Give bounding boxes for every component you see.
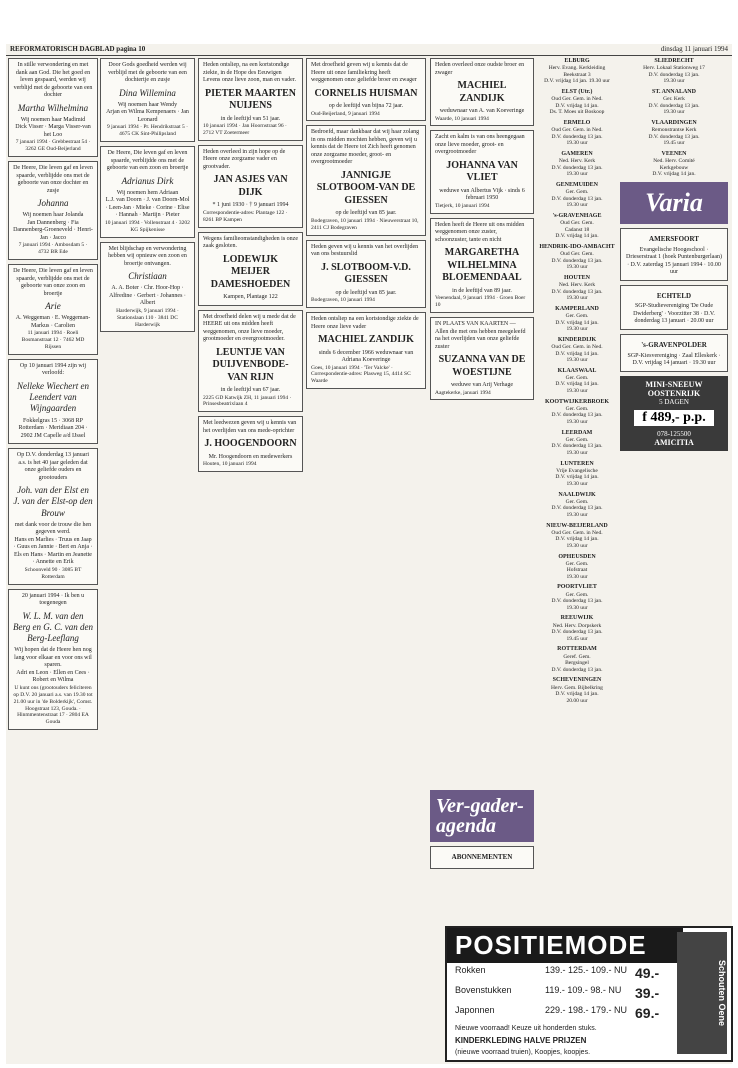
obituary-body: Heden overleed in zijn hope op de Heere onze zorgzame vader en grootvader. bbox=[203, 148, 286, 170]
column-obituaries-1 bbox=[198, 58, 303, 476]
announcement-intro: De Heere, Die leven gaf en leven spaarde, verblijdde ons met de geboorte van een zoon en broertje bbox=[106, 150, 189, 171]
church-line: D.V. donderdag 13 jan. bbox=[551, 443, 603, 450]
church-line: Oud Ger. Gem. in Ned. bbox=[551, 529, 603, 536]
church-place: KLAASWAAL bbox=[557, 367, 597, 374]
announcement-sub: met dank voor de trouw die hen gegeven werd. bbox=[14, 521, 92, 536]
announcement-intro: De Heere, Die leven gaf en leven spaarde, verblijdde ons met de geboorte van onze zoon en broertje bbox=[13, 268, 93, 297]
church-service bbox=[537, 584, 617, 611]
church-line: 19.30 uur bbox=[566, 480, 588, 487]
ad-echteld bbox=[620, 285, 728, 330]
announcement-name: Martha Wilhelmina bbox=[17, 102, 89, 113]
church-service bbox=[537, 523, 617, 550]
obituary-date: Bodegraven, 10 januari 1994 bbox=[311, 297, 375, 304]
ad-echteld-title: ECHTELD bbox=[656, 291, 692, 300]
church-place: SLIEDRECHT bbox=[654, 58, 694, 64]
price-now: 49.- bbox=[635, 965, 660, 981]
church-place: LEERDAM bbox=[561, 429, 593, 436]
church-service bbox=[537, 182, 617, 209]
church-line: Kerkgebouw bbox=[659, 164, 689, 171]
church-line: D.V. donderdag 13 jan. bbox=[551, 133, 603, 140]
church-service bbox=[537, 368, 617, 395]
church-line: D.V. donderdag 13 jan. bbox=[648, 102, 700, 109]
church-line: D.V. donderdag 13 jan. bbox=[648, 71, 700, 78]
church-line: Cadanst 18 bbox=[564, 226, 590, 233]
announcement-name: Joh. van der Elst en J. van der Elst-op den Brouw bbox=[13, 485, 93, 518]
announcement-sub: Wij noemen haar Wendy bbox=[117, 101, 178, 108]
announcement-intro: Op D.V. donderdag 13 januari a.s. is het 40 jaar geleden dat onze geliefde ouders en grootouders bbox=[16, 452, 90, 481]
obituary-date: Goes, 10 januari 1994 · 'Ter Valcke' · Correspondentie-adres: Plasweg 15, 4414 SC Waarde bbox=[311, 364, 411, 385]
church-line: D.V. donderdag 13 jan. bbox=[648, 133, 700, 140]
ad-amersfoort-body: Evangelische Hoogeschool · Drieserstraat 1 (hoek Puntenburgerlaan) · D.V. zaterdag 15 januari 1994 · 10.00 uur bbox=[625, 246, 723, 276]
church-service bbox=[537, 151, 617, 178]
agenda-title: Ver-gader-agenda bbox=[430, 790, 534, 842]
announcement-intro: Door Gods goedheid werden wij verblijd met de geboorte van een dochtertje en zusje bbox=[108, 62, 187, 83]
obituary-name: JOHANNA VAN VLIET bbox=[446, 159, 518, 184]
church-line: Ned. Herv. Kerk bbox=[558, 281, 596, 288]
positiemode-title: POSITIEMODE bbox=[447, 928, 683, 963]
announcement-detail: Arjan en Wilma Kempenaers · Jan Leonard bbox=[106, 109, 189, 123]
obituary-date: Veenendaal, 9 januari 1994 · Groen Boer 10 bbox=[435, 295, 526, 309]
ad-mini-phone: 078-125500 bbox=[657, 429, 691, 438]
obituary-name: MACHIEL ZANDIJK bbox=[457, 80, 507, 104]
church-line: D.V. vrijdag 14 jan. bbox=[555, 381, 599, 388]
church-service bbox=[620, 120, 728, 147]
announcement-intro: De Heere, Die leven gaf en leven spaarde, verblijdde ons met de geboorte van onze dochter en zusje bbox=[13, 165, 93, 194]
church-place: ELBURG bbox=[564, 58, 590, 64]
obituary-name: PIETER MAARTEN NUIJENS bbox=[204, 87, 297, 111]
obituary-detail: weduwe van Arij Verhage bbox=[450, 382, 514, 388]
church-line: Ger. Gem. bbox=[565, 189, 589, 196]
church-place: HOUTEN bbox=[563, 274, 590, 281]
announcement-box bbox=[100, 242, 195, 333]
obituary-box bbox=[198, 145, 303, 228]
church-line: D.V. vrijdag 14 jan. bbox=[555, 319, 599, 326]
obituary-box bbox=[306, 58, 426, 121]
church-line: D.V. donderdag 13 jan. bbox=[551, 257, 603, 264]
column-birth-announcements-2 bbox=[100, 58, 195, 336]
ad-amersfoort bbox=[620, 228, 728, 281]
announcement-detail: L.J. van Doorn · J. van Doorn-Mol · Leen-Jan · Mieke · Corine · Elise · Hannah · Martijn · Pieter bbox=[105, 197, 190, 219]
obituary-body: Heden heeft de Heere uit ons midden weggenomen onze zuster, schoonzuster, tante en nicht bbox=[435, 221, 525, 243]
obituary-box bbox=[430, 218, 534, 313]
church-line: Ned. Herv. Dorpskerk bbox=[552, 622, 602, 629]
obituary-box bbox=[198, 416, 303, 472]
church-line: 19.30 uur bbox=[566, 573, 588, 580]
announcement-intro: 20 januari 1994 · Ik ben u toegenegen bbox=[21, 592, 85, 607]
obituary-box bbox=[306, 240, 426, 308]
price-now: 69.- bbox=[635, 1005, 660, 1021]
church-service bbox=[537, 244, 617, 271]
ad-mini-price: f 489,- p.p. bbox=[634, 410, 714, 426]
church-place: LUNTEREN bbox=[560, 460, 594, 467]
announcement-date: 11 januari 1994 · Roeli Bosmanstraat 12 · 7462 MD Rijssen bbox=[21, 330, 85, 350]
obituary-box bbox=[430, 58, 534, 126]
church-line: Oud Ger. Gem. in Ned. bbox=[551, 96, 603, 103]
church-line: 19.30 uur bbox=[663, 78, 685, 85]
obituary-date: 2225 GD Katwijk ZH, 11 januari 1994 · Prinsesbeatrixlaan 4 bbox=[203, 394, 292, 408]
church-line: 19.30 uur bbox=[566, 171, 588, 178]
obituary-body: Heden overleed onze oudste broer en zwager bbox=[435, 62, 525, 76]
announcement-name: Dina Willemina bbox=[119, 87, 176, 98]
church-service bbox=[537, 275, 617, 302]
church-line: D.V. vrijdag 14 jan. bbox=[555, 102, 599, 109]
church-line: Ger. Gem. bbox=[565, 374, 589, 381]
price-item: Rokken bbox=[455, 965, 486, 975]
announcement-box bbox=[8, 448, 98, 585]
announcement-name: Christiaan bbox=[128, 271, 167, 281]
church-line: 19.45 uur bbox=[663, 140, 685, 147]
announcement-box bbox=[8, 161, 98, 260]
obituary-detail: sinds 6 december 1966 weduwnaar van Adriana Koeveringe bbox=[318, 349, 414, 363]
church-service bbox=[537, 646, 617, 673]
church-line: 19.30 uur bbox=[566, 450, 588, 456]
announcement-date: 7 januari 1994 · Ambosdam 5 · 4732 BR Ede bbox=[18, 242, 88, 256]
obituary-date: Tietjerk, 10 januari 1994 bbox=[435, 202, 490, 209]
church-line: D.V. vrijdag 14 jan. bbox=[555, 691, 599, 698]
church-line: D.V. donderdag 13 jan. bbox=[551, 629, 603, 636]
church-line: 19.45 uur bbox=[566, 635, 588, 642]
obituary-body: Heden geven wij u kennis van het overlijden van ons bestuurslid bbox=[311, 243, 419, 258]
announcement-intro: Op 10 januari 1994 zijn wij verloofd: bbox=[19, 362, 87, 377]
agenda-subscriptions bbox=[430, 846, 534, 869]
church-line: 19.30 uur bbox=[566, 326, 588, 333]
obituary-date: Aagtekerke, januari 1994 bbox=[435, 389, 491, 396]
obituary-detail: in de leeftijd van 51 jaar. bbox=[220, 115, 281, 122]
obituary-date: 10 januari 1994 · Jan Hoornstraat 96 · 2712 VT Zoetermeer bbox=[203, 123, 287, 136]
obituary-detail: in de leeftijd van 89 jaar. bbox=[452, 287, 512, 294]
church-line: 19.30 uur bbox=[566, 202, 588, 209]
price-row bbox=[447, 963, 683, 983]
announcement-box bbox=[100, 58, 195, 142]
church-place: HENDRIK-IDO-AMBACHT bbox=[539, 243, 615, 250]
obituary-date: Waarde, 10 januari 1994 bbox=[435, 115, 489, 122]
church-line: Ger. Gem. bbox=[565, 405, 589, 412]
church-place: ROTTERDAM bbox=[557, 646, 597, 653]
announcement-sub: Wij noemen haar Jolanda bbox=[22, 212, 84, 219]
agenda-subscriptions-title: ABONNEMENTEN bbox=[451, 853, 513, 861]
church-line: Hofstraat bbox=[566, 567, 588, 574]
church-line: D.V. donderdag 13 jan. bbox=[551, 598, 603, 605]
church-line: D.V. donderdag 13 jan. bbox=[551, 288, 603, 295]
announcement-date: U kunt ons (grootouders feliciteren op D.V. 20 januari a.s. van 19.30 tot 21.00 uur in 'de Bolderkijk', Comst. Hoogstraat 123, Gouda. · Hinmmentenstraat 17 · 2804 EA Gouda bbox=[13, 684, 93, 726]
price-now: 39.- bbox=[635, 985, 660, 1001]
church-line: D.V. donderdag 13 jan. bbox=[551, 412, 603, 419]
church-line: Beekstraat 3 bbox=[563, 71, 591, 78]
church-line: D.V. donderdag 13 jan. bbox=[551, 666, 603, 673]
positiemode-note: Nieuwe voorraad! Keuze uit honderden stuks. bbox=[455, 1025, 597, 1032]
church-line: D.V. vrijdag 14 jan. bbox=[555, 350, 599, 357]
church-line: 19.30 uur bbox=[566, 419, 588, 426]
obituary-name: JANNIGJE SLOTBOOM-VAN DE GIESSEN bbox=[316, 169, 416, 206]
announcement-date: 7 januari 1994 · Grebbestraat 54 · 3262 GE Oud-Beijerland bbox=[15, 139, 91, 153]
church-line: Oud Ger. Gem. bbox=[560, 220, 594, 227]
column-church-ads bbox=[620, 58, 728, 451]
obituary-name: MACHIEL ZANDIJK bbox=[318, 334, 414, 345]
obituary-detail: weduwe van Albertus Vijk · sinds 6 februari 1950 bbox=[439, 187, 525, 202]
church-line: Oud Ger. Gem. in Ned. bbox=[551, 343, 603, 350]
church-line: Herv. Lokaal Stationweg 17 bbox=[643, 65, 705, 72]
header-left: REFORMATORISCH DAGBLAD pagina 10 bbox=[10, 45, 146, 53]
church-service bbox=[620, 58, 728, 85]
positiemode-sale: KINDERKLEDING HALVE PRIJZEN bbox=[455, 1036, 587, 1045]
church-line: Oud Ger. Gem. bbox=[560, 251, 594, 257]
church-line: 19.30 uur bbox=[566, 604, 588, 611]
ad-mini-sneeuw[interactable] bbox=[620, 376, 728, 451]
church-line: D.V. donderdag 13 jan. bbox=[551, 505, 603, 512]
obituary-body: Bedroefd, maar dankbaar dat wij haar zolang in ons midden mochten hebben, geven wij u kennis dat de Heere tot Zich heeft genomen onze zorgzame moeder, groot- en overgrootmoeder bbox=[311, 129, 420, 166]
announcement-intro: Met blijdschap en verwondering hebben wij opnieuw een zoon en broertje ontvangen. bbox=[108, 245, 187, 267]
church-line: 19.30 uur bbox=[566, 388, 588, 395]
ad-mini-title: MINI-SNEEUW OOSTENRIJK bbox=[645, 379, 703, 398]
price-item: Japonnen bbox=[455, 1005, 495, 1015]
church-service bbox=[537, 213, 617, 240]
obituary-detail: weduwnaar van A. van Koeveringe bbox=[439, 108, 525, 114]
church-service bbox=[537, 399, 617, 426]
announcement-box bbox=[8, 589, 98, 731]
church-line: Remonstrantse Kerk bbox=[651, 127, 697, 134]
church-line: Ger. Kerk bbox=[663, 96, 685, 103]
ad-krimpen-body: SGP-Kiesvereniging · Zaal Elleskerk · D.V. vrijdag 14 januari · 19.30 uur bbox=[627, 352, 721, 367]
announcement-sub: Wij hopen dat de Heere hen nog lang voor elkaar en voor ons wil sparen. bbox=[14, 647, 92, 669]
obituary-name: SUZANNA VAN DE WOESTIJNE bbox=[438, 354, 526, 378]
price-was: 229.- 198.- 179.- NU bbox=[545, 1005, 628, 1015]
church-line: Ds. T. Moes uit Boskoop bbox=[549, 109, 605, 116]
church-line: Oud Ger. Gem. in Ned. bbox=[551, 127, 603, 134]
column-obituaries-2 bbox=[306, 58, 426, 393]
church-line: Herv. Gem. Bijbelkring bbox=[551, 684, 603, 691]
church-line: D.V. vrijdag 14 jan. bbox=[555, 536, 599, 543]
church-line: 19.30 uur bbox=[566, 295, 588, 302]
obituary-detail: * 1 juni 1930 · † 9 januari 1994 bbox=[212, 202, 289, 209]
church-place: 's-GRAVENHAGE bbox=[552, 212, 602, 219]
announcement-date: 9 januari 1994 · Pr. Hendrikstraat 5 · 4675 CK Sint-Philipsland bbox=[107, 124, 188, 138]
ad-krimpen bbox=[620, 334, 728, 372]
church-line: 20.00 uur bbox=[566, 697, 588, 704]
obituary-body: Zacht en kalm is van ons heengegaan onze lieve moeder, groot- en overgrootmoeder bbox=[435, 134, 525, 156]
obituary-body: Met droefheid geven wij u kennis dat de Heere uit onze familiekring heeft weggenomen onze geliefde broer en zwager bbox=[311, 62, 417, 83]
announcement-name: Nelleke Wiechert en Leendert van Wijngaarden bbox=[17, 380, 89, 414]
church-line: Geref. Gem. bbox=[563, 653, 591, 660]
announcement-box bbox=[8, 58, 98, 157]
announcement-sub: Wij noemen hem Adriaan bbox=[116, 189, 179, 196]
church-place: ERMELO bbox=[563, 119, 591, 126]
obituary-name: J. SLOTBOOM-V.D. GIESSEN bbox=[321, 261, 411, 286]
obituary-box bbox=[198, 232, 303, 306]
church-line: D.V. vrijdag 14 jan. bbox=[555, 233, 599, 240]
church-line: 19.30 uur bbox=[566, 264, 588, 271]
announcement-detail: Hans en Marlies · Truus en Jaap · Guus en Jannie · Bert en Anja · Els en Hans · Martin en Jeanette · Annette en Erik bbox=[13, 536, 93, 566]
church-service bbox=[537, 677, 617, 704]
church-service bbox=[620, 151, 728, 178]
church-service bbox=[537, 89, 617, 116]
church-line: 19.30 uur bbox=[566, 511, 588, 518]
obituary-date: Houten, 10 januari 1994 bbox=[203, 461, 257, 468]
church-line: Ned. Herv. Comité bbox=[653, 158, 695, 165]
announcement-box bbox=[100, 146, 195, 238]
positiemode-ad[interactable] bbox=[445, 926, 733, 1062]
column-obituaries-3 bbox=[430, 58, 534, 404]
church-place: REEUWIJK bbox=[560, 615, 594, 622]
obituary-name: LODEWIJK MEIJER DAMESHOEDEN bbox=[210, 253, 291, 290]
obituary-body: Met leedwezen geven wij u kennis van het overlijden van ons mede-oprichter bbox=[203, 420, 297, 434]
church-place: KAMPERLAND bbox=[555, 305, 599, 312]
obituary-name: J. HOOGENDOORN bbox=[204, 438, 297, 450]
church-service bbox=[537, 337, 617, 364]
obituary-detail: Kampen, Plantage 122 bbox=[223, 294, 278, 300]
obituary-body: Met droefheid delen wij u mede dat de HEERE uit ons midden heeft weggenomen, onze lieve moeder, grootmoeder en overgrootmoeder. bbox=[203, 313, 296, 342]
church-place: ST. ANNALAND bbox=[652, 88, 696, 95]
obituary-box bbox=[306, 312, 426, 389]
varia-banner: Varia bbox=[620, 182, 728, 224]
church-service bbox=[537, 120, 617, 147]
church-line: 19.30 uur bbox=[566, 542, 588, 549]
price-was: 119.- 109.- 98.- NU bbox=[545, 985, 622, 995]
announcement-name: Johanna bbox=[37, 198, 69, 208]
announcement-box bbox=[8, 359, 98, 444]
announcement-detail: Dick Visser · Marga Visser-van het Loo bbox=[15, 124, 91, 138]
announcement-detail: Adri en Leon · Ellen en Cees · Robert en Wilma bbox=[16, 669, 90, 684]
obituary-detail: op de leeftijd van 85 jaar. bbox=[335, 289, 397, 296]
announcement-sub: Wij noemen haar Madimid bbox=[20, 116, 86, 123]
announcement-name: Arie bbox=[45, 301, 61, 311]
church-line: 19.30 uur bbox=[566, 357, 588, 364]
church-line: 19.30 uur bbox=[566, 140, 588, 147]
obituary-detail: in de leeftijd van 67 jaar. bbox=[220, 387, 281, 393]
obituary-date: Oud-Beijerland, 9 januari 1994 bbox=[311, 110, 380, 117]
obituary-body: IN PLAATS VAN KAARTEN — Allen die met ons hebben meegeleefd na het overlijden van onze geliefde zuster bbox=[435, 321, 526, 350]
church-line: D.V. vrijdag 14 jan. bbox=[555, 474, 599, 481]
church-line: Herv. Evang. Kerkleiding bbox=[548, 65, 606, 72]
ad-krimpen-title: 's-GRAVENPOLDER bbox=[641, 340, 707, 349]
price-was: 139.- 125.- 109.- NU bbox=[545, 965, 628, 975]
vergader-agenda-ad bbox=[430, 790, 534, 920]
obituary-detail: op de leeftijd van bijna 72 jaar. bbox=[328, 103, 404, 109]
obituary-name: CORNELIS HUISMAN bbox=[314, 87, 418, 99]
announcement-detail: A. A. Boter · Chr. Hoor-Hop · Alfredine · Gerbert · Johannes · Albert bbox=[109, 285, 186, 307]
church-line: D.V. donderdag 13 jan. bbox=[551, 164, 603, 171]
obituary-date: Correspondentie-adres: Plantage 122 · 8261 BP Kampen bbox=[203, 209, 288, 223]
positiemode-sale-sub: (nieuwe voorraad truien), Koopjes, koopjes. bbox=[455, 1049, 591, 1056]
announcement-name: Adrianus Dirk bbox=[121, 175, 174, 186]
announcement-date: Harderwijk, 9 januari 1994 · Stationslaan 110 · 3841 DC Harderwijk bbox=[116, 307, 179, 328]
obituary-detail: Mr. Hoogendoorn en medewerkers bbox=[208, 453, 293, 460]
obituary-box bbox=[430, 317, 534, 400]
church-service bbox=[537, 430, 617, 457]
church-line: D.V. donderdag 13 jan. bbox=[551, 195, 603, 202]
obituary-box bbox=[430, 130, 534, 213]
price-item: Bovenstukken bbox=[455, 985, 512, 995]
announcement-date: Schoonveld 90 · 3085 BT Rotterdam bbox=[24, 566, 82, 580]
church-service bbox=[537, 306, 617, 333]
church-line: Ger. Gem. bbox=[565, 498, 589, 505]
church-place: NAALDWIJK bbox=[558, 491, 596, 498]
ad-mini-brand: AMICITIA bbox=[654, 437, 694, 447]
header-rule bbox=[6, 55, 732, 56]
obituary-name: JAN ASJES VAN DIJK bbox=[213, 174, 288, 198]
announcement-date: 10 januari 1994 · Vollenstraat 4 · 3202 KG Spijkenisse bbox=[105, 219, 190, 233]
church-place: GENEMUIDEN bbox=[555, 181, 598, 188]
announcement-detail: Jan Dannenberg · Fia Dannenberg-Groeneveld · Henri-Jan · Jacco bbox=[13, 219, 93, 241]
price-row bbox=[447, 983, 683, 1003]
church-service bbox=[537, 492, 617, 519]
church-place: OPHEUSDEN bbox=[558, 553, 596, 560]
announcement-intro: In stille verwondering en met dank aan God. Die het goed en leven gespaard, werden wij verblijd met de geboorte van een dochter bbox=[13, 62, 93, 98]
church-place: GAMEREN bbox=[561, 150, 593, 157]
church-line: Ger. Gem. bbox=[565, 591, 589, 598]
church-line: 19.30 uur bbox=[663, 109, 685, 116]
church-place: VLAARDINGEN bbox=[651, 119, 697, 126]
column-birth-announcements bbox=[8, 58, 98, 734]
obituary-detail: op de leeftijd van 85 jaar. bbox=[335, 210, 397, 217]
church-service bbox=[537, 461, 617, 488]
obituary-body: Heden ontsliep na een kortstondige ziekte de Heere onze lieve vader bbox=[311, 316, 419, 330]
obituary-box bbox=[198, 310, 303, 413]
obituary-body: Heden ontsliep, na een kortstondige ziekte, in de Hope des Eeuwigen Levens onze lieve zoon, man en vader. bbox=[203, 62, 296, 83]
obituary-box bbox=[198, 58, 303, 141]
announcement-name: W. L. M. van den Berg en G. C. van den Berg-Leeflang bbox=[13, 610, 93, 644]
church-line: D.V. vrijdag 14 jan. 19.30 uur bbox=[544, 78, 610, 85]
church-line: Ned. Herv. Kerk bbox=[558, 158, 596, 165]
obituary-name: LEUNTJE VAN DUIJVENBODE-VAN RIJN bbox=[212, 346, 289, 383]
announcement-detail: A. Weggeman · E. Weggeman-Markus · Carolien bbox=[15, 315, 91, 329]
announcement-detail: Fokkelgras 15 · 3068 RP Rotterdam · Meridiaan 204 · 2902 JM Capelle a/d IJssel bbox=[18, 417, 88, 439]
church-service bbox=[537, 615, 617, 642]
obituary-date: Bodegraven, 10 januari 1994 · Nieuwerstraat 10, 2411 CJ Bodegraven bbox=[311, 217, 419, 231]
church-line: Vrije Evangelische bbox=[556, 467, 598, 474]
church-line: Ger. Gem. bbox=[565, 312, 589, 319]
church-place: NIEUW-BEIJERLAND bbox=[546, 522, 608, 529]
church-place: POORTVLIET bbox=[557, 584, 597, 591]
church-service bbox=[537, 58, 617, 85]
church-service bbox=[620, 89, 728, 116]
ad-amersfoort-title: AMERSFOORT bbox=[649, 234, 699, 243]
announcement-box bbox=[8, 264, 98, 355]
church-place: ELST (Utr.) bbox=[561, 88, 593, 95]
ad-echteld-body: SGP-Studievereniging 'De Oude Dwiderberg' · Voorzitter 38 · D.V. donderdag 13 januari · 20.00 uur bbox=[633, 303, 715, 325]
obituary-box bbox=[306, 125, 426, 235]
church-line: Bergsingel bbox=[565, 660, 589, 667]
price-row bbox=[447, 1003, 683, 1023]
obituary-name: MARGARETHA WILHELMINA BLOEMENDAAL bbox=[442, 247, 522, 284]
church-line: Ger. Gem. bbox=[565, 436, 589, 443]
church-line: D.V. vrijdag 14 jan. bbox=[652, 171, 696, 178]
church-place: SCHEVENINGEN bbox=[552, 677, 602, 684]
header-right: dinsdag 11 januari 1994 bbox=[660, 45, 728, 53]
church-place: KOOTWIJKERBROEK bbox=[544, 398, 609, 405]
church-place: KINDERDIJK bbox=[557, 336, 597, 343]
church-place: VEENEN bbox=[661, 150, 687, 157]
church-service bbox=[537, 554, 617, 581]
schouten-oene-logo: Schouten Oene bbox=[677, 932, 727, 1054]
obituary-body: Wegens familieomstandigheden is onze zaak gesloten. bbox=[203, 235, 298, 249]
column-church-services bbox=[537, 58, 617, 708]
church-line: Ger. Gem. bbox=[565, 560, 589, 567]
ad-mini-sub: 5 DAGEN bbox=[659, 397, 689, 406]
